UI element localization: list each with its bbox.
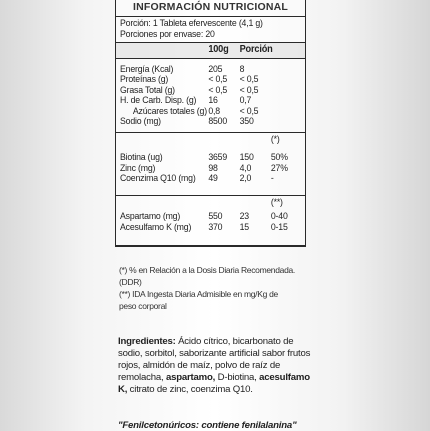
footnotes (119, 264, 319, 312)
col-portion: Porción (239, 44, 273, 55)
cell-a: 0,8 (208, 105, 220, 117)
servings-per-container: Porciones por envase: 20 (120, 28, 215, 40)
phenylketonuric-warning: "Fenilcetonúricos: contiene fenilalanina" (118, 420, 297, 431)
vitamins-marker: (*) (270, 133, 280, 145)
cell-a: 550 (208, 211, 223, 222)
serving-size: Porción: 1 Tableta efervescente (4,1 g) (120, 18, 263, 29)
cell-a: < 0,5 (208, 84, 228, 96)
cell-name: Proteínas (g) (120, 74, 169, 85)
cell-c (271, 117, 299, 128)
cell-name: Aspartamo (mg) (120, 211, 181, 222)
cell-name: H. de Carb. Disp. (g) (120, 95, 197, 106)
sweeteners-marker: (**) (270, 196, 283, 208)
cell-c: 50% (270, 152, 288, 163)
table-row (120, 223, 300, 234)
vitamins-section (116, 133, 305, 196)
nutrition-table (115, 0, 306, 247)
cell-c: 27% (270, 162, 288, 174)
cell-b: < 0,5 (239, 74, 259, 85)
cell-b: 15 (239, 221, 249, 233)
cell-a: 49 (208, 173, 218, 184)
nutrition-box (115, 0, 306, 247)
col-100g: 100g (208, 44, 229, 55)
cell-name: Energía (Kcal) (120, 63, 174, 75)
sweeteners-section (116, 196, 305, 247)
footnote-3: (**) IDA Ingesta Diaria Admisible en mg/Kg de (119, 289, 278, 299)
cell-c: 0-15 (270, 221, 288, 233)
cell-c: - (270, 173, 274, 184)
cell-c (271, 86, 299, 97)
table-row (120, 117, 300, 128)
cell-a: 3659 (208, 152, 228, 163)
nutrition-title: INFORMACIÓN NUTRICIONAL (116, 0, 305, 17)
cell-name: Grasa Total (g) (120, 84, 175, 96)
ingredients-text: Ingredientes: Ácido cítrico, bicarbonato de sodio, sorbitol, saborizante artificial sabor frutos rojos, almidón de maíz, polvo de raíz de remolacha, aspartamo, D-biotina, acesulfamo K, citrato de zinc, coenzima Q10. (118, 336, 311, 395)
cell-c (271, 75, 299, 86)
cell-a: 8500 (208, 116, 228, 127)
cell-a: 205 (208, 63, 223, 75)
footnote-1: (*) % en Relación a la Dosis Diaria Recomendada. (119, 265, 295, 275)
serving-info (116, 17, 305, 43)
cell-c: 0-40 (270, 211, 288, 222)
cell-b: 8 (239, 63, 245, 75)
ingredients-label: Ingredientes: (118, 336, 176, 347)
cell-name: Sodio (mg) (120, 116, 161, 127)
cell-b: < 0,5 (239, 84, 259, 96)
footnote-2: (DDR) (119, 277, 142, 287)
cell-name: Azúcares totales (g) (132, 105, 207, 117)
cell-b: 350 (239, 116, 254, 127)
cell-a: 98 (208, 162, 218, 174)
cell-a: < 0,5 (208, 74, 228, 85)
cell-a: 370 (208, 221, 223, 233)
cell-name: Coenzima Q10 (mg) (120, 173, 196, 184)
cell-name: Zinc (mg) (120, 162, 156, 174)
cell-b: 4,0 (239, 162, 252, 174)
cell-b: < 0,5 (239, 105, 259, 117)
cell-b: 150 (239, 152, 254, 163)
cell-c (271, 96, 299, 107)
footnote-4: peso corporal (119, 301, 167, 311)
cell-b: 23 (239, 211, 249, 222)
nutrients-section (116, 59, 305, 133)
column-header (116, 43, 305, 59)
cell-c (271, 65, 299, 76)
table-row (120, 174, 300, 185)
cell-c (271, 107, 299, 118)
cell-b: 0,7 (239, 95, 252, 106)
cell-b: 2,0 (239, 173, 252, 184)
cell-name: Biotina (ug) (120, 152, 163, 163)
cell-a: 16 (208, 95, 218, 106)
cell-name: Acesulfamo K (mg) (120, 221, 192, 233)
